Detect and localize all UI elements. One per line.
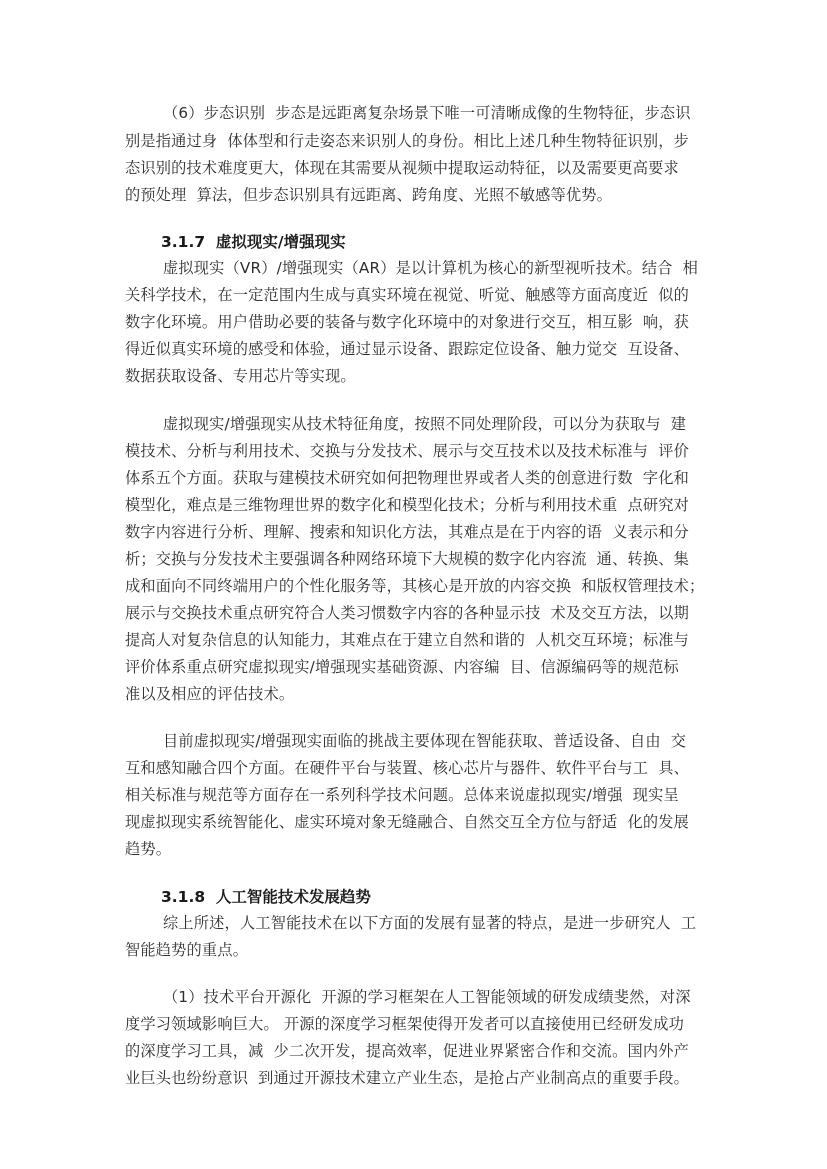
text-line: （6）步态识别 步态是远距离复杂场景下唯一可清晰成像的生物特征，步态识 <box>163 104 691 122</box>
text-line: 得近似真实环境的感受和体验，通过显示设备、跟踪定位设备、触力觉交 互设备、 <box>125 340 690 358</box>
text-line: 评价体系重点研究虚拟现实/增强现实基础资源、内容编 目、信源编码等的规范标 <box>125 658 679 676</box>
text-line: 综上所述，人工智能技术在以下方面的发展有显著的特点，是进一步研究人 工 <box>163 914 697 932</box>
text-line: 的预处理 算法，但步态识别具有远距离、跨角度、光照不敏感等优势。 <box>125 186 613 204</box>
text-line: 提高人对复杂信息的认知能力，其难点在于建立自然和谐的 人机交互环境；标准与 <box>125 631 690 649</box>
text-line: 数字内容进行分析、理解、搜索和知识化方法，其难点是在于内容的语 义表示和分 <box>125 523 690 541</box>
text-line: 业巨头也纷纷意识 到通过开源技术建立产业生态，是抢占产业制高点的重要手段。 <box>125 1069 690 1087</box>
text-line: 虚拟现实（VR）/增强现实（AR）是以计算机为核心的新型视听技术。结合 相 <box>163 259 699 277</box>
text-line: 互和感知融合四个方面。在硬件平台与装置、核心芯片与器件、软件平台与工 具、 <box>125 759 690 777</box>
text-line: 关科学技术，在一定范围内生成与真实环境在视觉、听觉、触感等方面高度近 似的 <box>125 286 690 304</box>
text-line: 相关标准与规范等方面存在一系列科学技术问题。总体来说虚拟现实/增强 现实呈 <box>125 786 679 804</box>
text-line: 析；交换与分发技术主要强调各种网络环境下大规模的数字化内容流 通、转换、集 <box>125 550 690 568</box>
text-line: 的深度学习工具，减 少二次开发，提高效率，促进业界紧密合作和交流。国内外产 <box>125 1042 690 1060</box>
text-line: （1）技术平台开源化 开源的学习框架在人工智能领域的研发成绩斐然，对深 <box>163 988 691 1006</box>
text-line: 态识别的技术难度更大，体现在其需要从视频中提取运动特征，以及需要更高要求 <box>125 159 679 177</box>
text-line: 模型化，难点是三维物理世界的数字化和模型化技术；分析与利用技术重 点研究对 <box>125 496 690 514</box>
text-line: 智能趋势的重点。 <box>125 941 249 959</box>
section-heading-3-1-8: 3.1.8 人工智能技术发展趋势 <box>161 888 371 906</box>
text-line: 趋势。 <box>125 840 172 858</box>
text-line: 目前虚拟现实/增强现实面临的挑战主要体现在智能获取、普适设备、自由 交 <box>163 732 687 750</box>
text-line: 数字化环境。用户借助必要的装备与数字化环境中的对象进行交互，相互影 响，获 <box>125 313 690 331</box>
text-line: 准以及相应的评估技术。 <box>125 685 295 703</box>
text-line: 展示与交换技术重点研究符合人类习惯数字内容的各种显示技 术及交互方法，以期 <box>125 604 690 622</box>
text-line: 虚拟现实/增强现实从技术特征角度，按照不同处理阶段，可以分为获取与 建 <box>163 415 687 433</box>
text-line: 现虚拟现实系统智能化、虚实环境对象无缝融合、自然交互全方位与舒适 化的发展 <box>125 813 690 831</box>
section-heading-3-1-7: 3.1.7 虚拟现实/增强现实 <box>161 233 346 251</box>
text-line: 度学习领域影响巨大。 开源的深度学习框架使得开发者可以直接使用已经研发成功 <box>125 1015 684 1033</box>
text-line: 模技术、分析与利用技术、交换与分发技术、展示与交互技术以及技术标准与 评价 <box>125 442 690 460</box>
text-line: 成和面向不同终端用户的个性化服务等，其核心是开放的内容交换 和版权管理技术； <box>125 577 705 595</box>
text-line: 体系五个方面。获取与建模技术研究如何把物理世界或者人类的创意进行数 字化和 <box>125 469 690 487</box>
text-line: 数据获取设备、专用芯片等实现。 <box>125 367 356 385</box>
text-line: 别是指通过身 体体型和行走姿态来识别人的身份。相比上述几种生物特征识别，步 <box>125 132 690 150</box>
